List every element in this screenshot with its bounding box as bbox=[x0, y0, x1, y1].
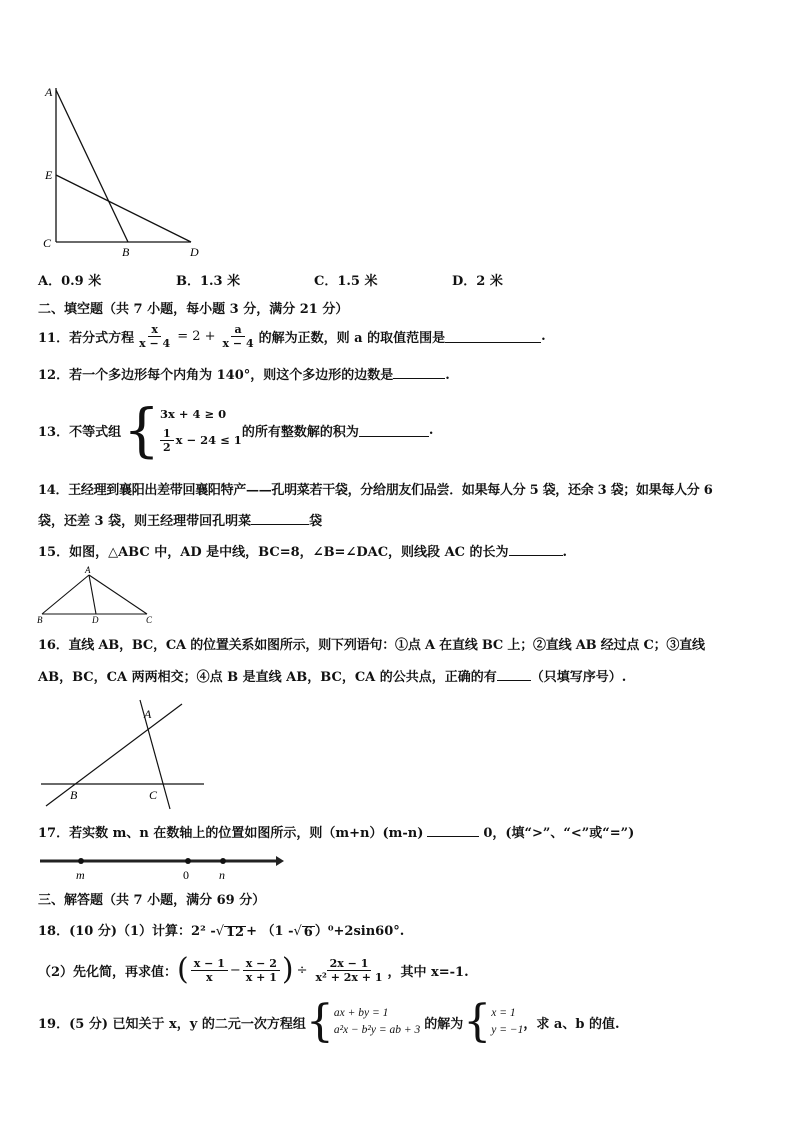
option-b: B．1.3 米 bbox=[176, 274, 241, 289]
q18-1-prefix: 18．(10 分)（1）计算：2² - bbox=[38, 924, 216, 939]
q15-text: 15．如图，△ABC 中，AD 是中线，BC=8，∠B=∠DAC，则线段 AC 的长为 bbox=[38, 545, 509, 560]
arrow-right-icon bbox=[276, 856, 284, 866]
q19-eq2: a²x − b²y = ab + 3 bbox=[333, 1024, 421, 1036]
q14-line2-suffix: 袋 bbox=[309, 514, 323, 529]
q17-suffix: 0，(填“>”、“<”或“=”) bbox=[483, 826, 635, 841]
q18-2-prefix: （2）先化简，再求值： bbox=[38, 964, 178, 980]
q16-line2-prefix: AB，BC，CA 两两相交；④点 B 是直线 AB，BC，CA 的公共点，正确的有 bbox=[38, 670, 497, 685]
q13-half-den: 2 bbox=[163, 441, 171, 454]
q11-prefix: 11．若分式方程 bbox=[38, 330, 135, 346]
line-AD bbox=[89, 575, 96, 614]
q19-suffix: ，求 a、b 的值. bbox=[523, 1016, 620, 1032]
q19-brace-1: { bbox=[305, 996, 334, 1047]
q19-brace-2: { bbox=[463, 996, 492, 1047]
q16-line2 bbox=[38, 666, 626, 685]
q11-suffix: 的解为正数，则 a 的取值范围是 bbox=[258, 330, 446, 346]
q19-mid: 的解为 bbox=[424, 1016, 464, 1032]
q12-answer-blank[interactable] bbox=[393, 366, 445, 379]
label-A: A bbox=[144, 707, 152, 721]
q18-1-radical-6: 6 bbox=[303, 925, 313, 940]
label-A: A bbox=[85, 565, 91, 575]
q18-2-frac2 bbox=[243, 957, 280, 984]
q19-sol2: y = −1 bbox=[491, 1024, 524, 1036]
label-D: D bbox=[190, 245, 199, 259]
label-B: B bbox=[122, 245, 130, 259]
q19-sol1: x = 1 bbox=[491, 1007, 516, 1019]
label-B: B bbox=[37, 615, 43, 624]
q18-2-div: ÷ bbox=[296, 962, 308, 978]
q11-end: . bbox=[541, 328, 546, 344]
q18-2-f1-num: x − 1 bbox=[191, 957, 228, 971]
label-C: C bbox=[149, 788, 158, 802]
question-18-part1: 18．(10 分)（1）计算：2² - √ 12 + （1 - √ 6 ）⁰+2sin60°. bbox=[38, 920, 404, 939]
label-E: E bbox=[45, 168, 53, 182]
q13-suffix: 的所有整数解的积为 bbox=[241, 424, 359, 440]
q15-end: . bbox=[562, 545, 568, 560]
q16-line2-suffix: （只填写序号）. bbox=[530, 670, 627, 685]
q19-eq1: ax + by = 1 bbox=[333, 1007, 389, 1019]
q11-frac2-num: a bbox=[231, 323, 244, 337]
line-AB bbox=[42, 575, 89, 614]
q12-end: . bbox=[445, 368, 450, 383]
q18-2-f3-den: x² + 2x + 1 bbox=[315, 970, 383, 984]
label-m: m bbox=[76, 868, 85, 882]
q12-text: 12．若一个多边形每个内角为 140°，则这个多边形的边数是 bbox=[38, 368, 394, 383]
q18-2-f2-num: x − 2 bbox=[243, 957, 280, 971]
label-C: C bbox=[43, 236, 52, 250]
q13-half bbox=[160, 427, 174, 454]
figure-q10 bbox=[36, 80, 206, 260]
section2-heading: 二、填空题（共 7 小题，每小题 3 分，满分 21 分） bbox=[38, 302, 349, 317]
line-AB bbox=[46, 704, 182, 806]
q18-1-suffix: ）⁰+2sin60°. bbox=[314, 924, 405, 939]
q11-fraction-1 bbox=[136, 323, 173, 350]
figure-q15 bbox=[34, 564, 164, 624]
label-A: A bbox=[45, 85, 53, 99]
q11-mid: = 2 + bbox=[177, 328, 216, 344]
q18-2-f3-num: 2x − 1 bbox=[327, 957, 372, 971]
q13-system bbox=[160, 406, 242, 454]
point-zero bbox=[185, 858, 191, 864]
question-19 bbox=[38, 996, 619, 1048]
q11-frac1-num: x bbox=[148, 323, 161, 337]
q15-answer-blank[interactable] bbox=[509, 543, 563, 556]
question-13 bbox=[38, 396, 433, 464]
q11-answer-blank[interactable] bbox=[445, 330, 541, 343]
q13-line2 bbox=[160, 427, 242, 454]
q13-line2-rest: x − 24 ≤ 1 bbox=[175, 433, 242, 447]
q18-2-f1-den: x bbox=[206, 970, 213, 984]
point-n bbox=[220, 858, 226, 864]
q17-answer-blank[interactable] bbox=[427, 824, 479, 837]
question-15 bbox=[38, 541, 567, 560]
q14-answer-blank[interactable] bbox=[251, 512, 309, 525]
question-11 bbox=[38, 320, 546, 352]
line-AB bbox=[56, 90, 128, 242]
q19-system bbox=[334, 1005, 420, 1039]
figure-q16 bbox=[36, 696, 214, 814]
line-AC bbox=[89, 575, 147, 614]
q11-frac1-den: x − 4 bbox=[139, 336, 171, 350]
q16-line1: 16．直线 AB，BC，CA 的位置关系如图所示，则下列语句：①点 A 在直线 BC 上；②直线 AB 经过点 C；③直线 bbox=[38, 638, 705, 653]
option-a: A．0.9 米 bbox=[38, 274, 102, 289]
q18-1-mid: + （1 - bbox=[246, 924, 294, 939]
question-12 bbox=[38, 364, 450, 383]
section3-heading: 三、解答题（共 7 小题，满分 69 分） bbox=[38, 893, 266, 908]
q14-line1: 14．王经理到襄阳出差带回襄阳特产——孔明菜若干袋，分给朋友们品尝．如果每人分 5 袋，还余 3 袋；如果每人分 6 bbox=[38, 483, 713, 498]
figure-q17-number-line bbox=[36, 850, 286, 882]
q17-prefix: 17．若实数 m、n 在数轴上的位置如图所示，则（m+n）(m-n) bbox=[38, 826, 424, 841]
label-zero: 0 bbox=[183, 868, 189, 882]
q18-2-frac3 bbox=[312, 957, 385, 984]
label-D: D bbox=[92, 615, 99, 624]
label-B: B bbox=[70, 788, 78, 802]
q19-prefix: 19．(5 分) 已知关于 x，y 的二元一次方程组 bbox=[38, 1016, 306, 1032]
q18-2-f2-den: x + 1 bbox=[245, 970, 277, 984]
q11-fraction-2 bbox=[220, 323, 257, 350]
q11-frac2-den: x − 4 bbox=[222, 336, 254, 350]
label-n: n bbox=[219, 868, 225, 882]
q13-half-num: 1 bbox=[160, 427, 174, 441]
q14-line2-prefix: 袋，还差 3 袋，则王经理带回孔明菜 bbox=[38, 514, 252, 529]
q18-1-radical-12: 12 bbox=[226, 925, 245, 940]
q13-answer-blank[interactable] bbox=[359, 424, 429, 437]
q16-answer-blank[interactable] bbox=[497, 668, 531, 681]
point-m bbox=[78, 858, 84, 864]
option-d: D．2 米 bbox=[452, 274, 503, 289]
q18-2-suffix: ，其中 x=-1. bbox=[387, 964, 469, 980]
q18-2-frac1 bbox=[191, 957, 228, 984]
label-C: C bbox=[146, 615, 153, 624]
question-17 bbox=[38, 822, 634, 841]
question-18-part2: （2）先化简，再求值： ( $\frac{x - 1}{x}$ − $\frac{x - 2}{x + 1}$ ) ÷ $\frac{2x - 1}{\text{x² + 2x + 1}}$ ，其中 x=-1. bbox=[38, 952, 469, 987]
option-c: C．1.5 米 bbox=[314, 274, 378, 289]
q19-solution bbox=[491, 1005, 523, 1039]
q13-prefix: 13．不等式组 bbox=[38, 424, 122, 440]
q13-brace: { bbox=[123, 396, 160, 464]
q13-line1: 3x + 4 ≥ 0 bbox=[160, 407, 227, 421]
q13-end: . bbox=[428, 422, 434, 438]
q14-line2 bbox=[38, 510, 322, 529]
